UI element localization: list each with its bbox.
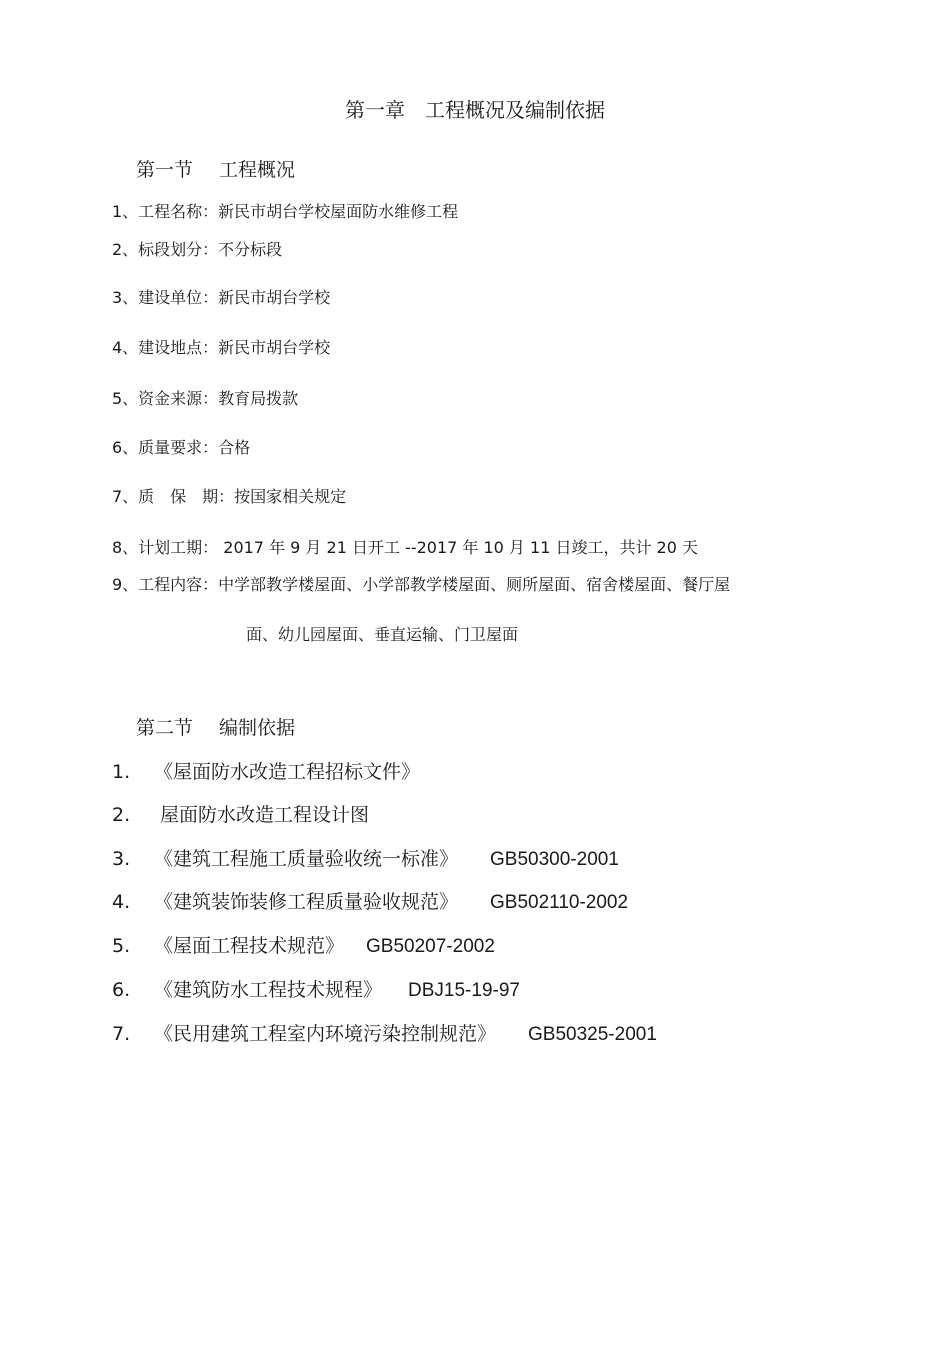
section-number: 第二节 xyxy=(136,717,194,739)
info-item-lot-division: 2、标段划分：不分标段 xyxy=(112,240,283,259)
info-item-schedule: 8、计划工期： 2017 年 9 月 21 日开工 --2017 年 10 月 11 日竣工，共计 20 天 xyxy=(112,538,698,557)
info-item-project-name: 1、工程名称：新民市胡台学校屋面防水维修工程 xyxy=(112,202,459,221)
reference-item xyxy=(112,1019,657,1046)
reference-number: 6. xyxy=(112,979,131,1001)
reference-name: 《屋面工程技术规范》 xyxy=(154,935,345,957)
info-item-quality: 6、质量要求：合格 xyxy=(112,438,251,457)
info-item-location: 4、建设地点：新民市胡台学校 xyxy=(112,338,331,357)
section-heading-basis xyxy=(136,713,295,740)
reference-number: 7. xyxy=(112,1023,131,1045)
reference-number: 3. xyxy=(112,848,131,870)
reference-code: GB502110-2002 xyxy=(490,892,629,913)
reference-number: 1. xyxy=(112,761,131,783)
section-heading-overview xyxy=(136,155,295,182)
reference-item xyxy=(112,757,420,784)
reference-name: 《建筑工程施工质量验收统一标准》 xyxy=(154,848,459,870)
reference-item xyxy=(112,800,369,827)
reference-name: 屋面防水改造工程设计图 xyxy=(154,804,370,826)
reference-item xyxy=(112,931,495,958)
reference-number: 5. xyxy=(112,935,131,957)
reference-name: 《建筑防水工程技术规程》 xyxy=(154,979,383,1001)
section-title: 编制依据 xyxy=(219,717,296,739)
reference-name: 《建筑装饰装修工程质量验收规范》 xyxy=(154,891,459,913)
reference-name: 《屋面防水改造工程招标文件》 xyxy=(154,761,421,783)
reference-name: 《民用建筑工程室内环境污染控制规范》 xyxy=(154,1023,497,1045)
reference-code: DBJ15-19-97 xyxy=(408,980,520,1001)
reference-item xyxy=(112,975,520,1002)
reference-code: GB50300-2001 xyxy=(490,849,619,870)
info-item-warranty: 7、质 保 期：按国家相关规定 xyxy=(112,487,347,506)
info-item-funding: 5、资金来源：教育局拨款 xyxy=(112,389,299,408)
info-item-owner: 3、建设单位：新民市胡台学校 xyxy=(112,288,331,307)
reference-number: 2. xyxy=(112,804,131,826)
reference-number: 4. xyxy=(112,891,131,913)
info-item-scope: 9、工程内容：中学部教学楼屋面、小学部教学楼屋面、厕所屋面、宿舍楼屋面、餐厅屋 xyxy=(112,575,731,594)
section-title: 工程概况 xyxy=(219,159,296,181)
reference-item xyxy=(112,844,619,871)
info-item-scope-continued: 面、幼儿园屋面、垂直运输、门卫屋面 xyxy=(246,625,519,644)
chapter-title: 第一章 工程概况及编制依据 xyxy=(345,98,605,122)
reference-code: GB50325-2001 xyxy=(528,1024,657,1045)
reference-item xyxy=(112,887,628,914)
reference-code: GB50207-2002 xyxy=(366,936,495,957)
section-number: 第一节 xyxy=(136,159,194,181)
